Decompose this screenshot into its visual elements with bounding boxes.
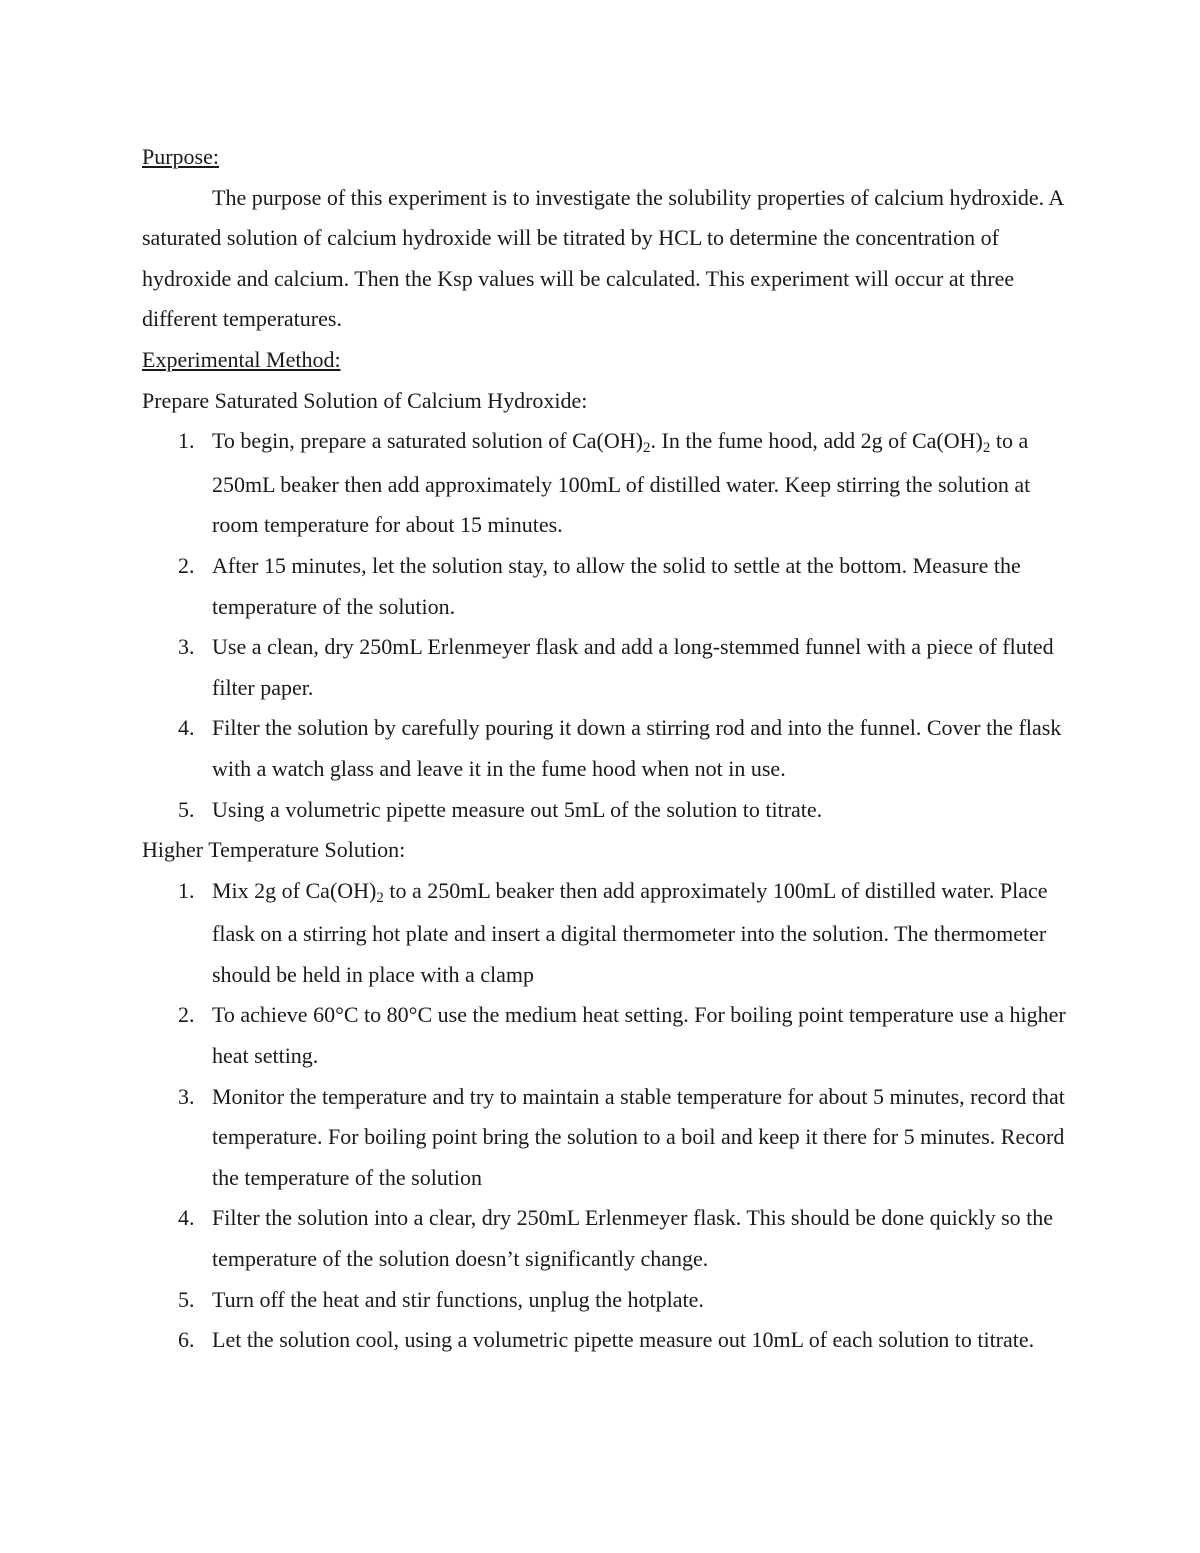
step-number: 2.	[178, 1002, 195, 1028]
document-body	[142, 137, 1067, 1361]
purpose-paragraph: The purpose of this experiment is to investigate the solubility properties of calcium hydroxide. A saturated solution of calcium hydroxide will be titrated by HCL to determine the concentration of hydroxide and calcium. Then the Ksp values will be calculated. This experiment will occur at three different temperatures.	[142, 184, 1064, 332]
step-number: 1.	[178, 428, 195, 454]
step-number: 4.	[178, 1205, 195, 1231]
steps-list-higher-temperature	[142, 871, 1067, 1361]
list-item: 3. Monitor the temperature and try to maintain a stable temperature for about 5 minutes, record that temperature. For boiling point bring the solution to a boil and keep it there for 5 minutes. Record the temperature of the solution	[142, 1077, 1067, 1199]
step-number: 3.	[178, 634, 195, 660]
section-title-saturated: Prepare Saturated Solution of Calcium Hydroxide:	[142, 387, 588, 413]
step-number: 4.	[178, 715, 195, 741]
step-number: 5.	[178, 1286, 195, 1312]
list-item: 5. Turn off the heat and stir functions, unplug the hotplate.	[142, 1280, 1067, 1321]
list-item: 3. Use a clean, dry 250mL Erlenmeyer flask and add a long-stemmed funnel with a piece of fluted filter paper.	[142, 627, 1067, 708]
list-item: 2. To achieve 60°C to 80°C use the medium heat setting. For boiling point temperature use a higher heat setting.	[142, 995, 1067, 1076]
step-number: 1.	[178, 877, 195, 903]
method-heading: Experimental Method:	[142, 346, 341, 372]
list-item: 4. Filter the solution by carefully pouring it down a stirring rod and into the funnel. Cover the flask with a watch glass and leave it in the fume hood when not in use.	[142, 708, 1067, 789]
section-title-higher-temperature: Higher Temperature Solution:	[142, 837, 406, 863]
step-number: 2.	[178, 552, 195, 578]
purpose-heading: Purpose:	[142, 144, 219, 169]
step-number: 3.	[178, 1083, 195, 1109]
list-item: 1. To begin, prepare a saturated solution of $Ca(OH)_2$. In the fume hood, add 2g of $Ca(OH)_2$ to a 250mL beaker then add approximately 100mL of distilled water. Keep stirring the solution at room temperature for about 15 minutes.	[142, 421, 1067, 546]
step-number: 6.	[178, 1327, 195, 1353]
list-item: 5. Using a volumetric pipette measure out 5mL of the solution to titrate.	[142, 790, 1067, 831]
list-item: 1. Mix 2g of $Ca(OH)_2$ to a 250mL beaker then add approximately 100mL of distilled water. Place flask on a stirring hot plate and insert a digital thermometer into the solution. The thermometer should be held in place with a clamp	[142, 871, 1067, 996]
list-item: 2. After 15 minutes, let the solution stay, to allow the solid to settle at the bottom. Measure the temperature of the solution.	[142, 546, 1067, 627]
step-number: 5.	[178, 796, 195, 822]
steps-list-saturated	[142, 421, 1067, 830]
list-item: 6. Let the solution cool, using a volumetric pipette measure out 10mL of each solution to titrate.	[142, 1320, 1067, 1361]
list-item: 4. Filter the solution into a clear, dry 250mL Erlenmeyer flask. This should be done quickly so the temperature of the solution doesn’t significantly change.	[142, 1198, 1067, 1279]
